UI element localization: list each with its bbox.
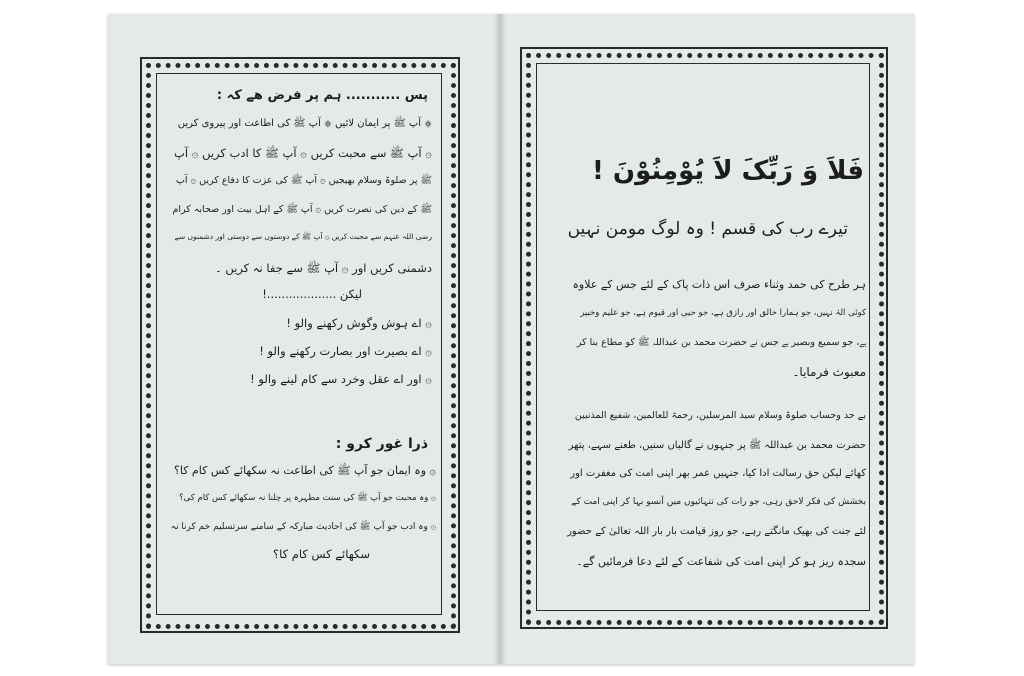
section-heading: ذرا غور کرو : [335, 436, 428, 452]
left-line: ۞ آپ ﷺ پر ایمان لائیں ۞ آپ ﷺ کی اطاعت اور پیروی کریں [177, 118, 432, 129]
bullet-text: اے بصیرت اور بصارت رکھنے والو ! [259, 344, 422, 358]
paragraph-line: بخشش کی فکر لاحق رہی، جو رات کی تنہائیوں میں آنسو بہا کر اپنی امت کے [571, 497, 866, 507]
left-line: ﷺ پر صلوۃ وسلام بھیجیں ۞ آپ ﷺ کی عزت کا دفاع کریں ۞ آپ [175, 175, 432, 186]
bullet-item: ۞ اے ہوش وگوش رکھنے والو ! [286, 316, 432, 330]
paragraph-line: کھائے لیکن حق رسالت ادا کیا، جنہیں عمر بھر اپنی امت کی مغفرت اور [570, 468, 866, 479]
bullet-item: ۞ اور اے عقل وخرد سے کام لینے والو ! [250, 372, 432, 386]
paragraph-line: ہر طرح کی حمد وثناء صرف اس ذات پاک کے لئے جس کے علاوہ [572, 278, 866, 291]
paragraph-line: کوئی الہٰ نہیں، جو ہمارا خالق اور رازق ہے، جو حیی اور قیوم ہے، جو علیم وخبیر [580, 308, 866, 318]
paragraph-line: سجدہ ریز ہو کر اپنی امت کی شفاعت کے لئے دعا فرمائیں گے۔ [576, 555, 866, 568]
paragraph-line: معبوث فرمایا۔ [792, 365, 866, 379]
left-line: ﷺ کے دین کی نصرت کریں ۞ آپ ﷺ کے اہل بیت اور صحابہ کرام [172, 204, 432, 215]
page-title: فَلاَ وَ رَبِّکَ لاَ یُوْمِنُوْنَ ! [591, 156, 864, 186]
left-line: رضی اللہ عنہم سے محبت کریں ۞ آپ ﷺ کے دوستوں سے دوستی اور دشمنوں سے [174, 232, 432, 241]
paragraph-line: بے حد وحساب صلوۃ وسلام سید المرسلین، رحمۃ للعالمین، شفیع المذنبین [574, 410, 866, 421]
right-page [506, 14, 914, 664]
open-book [108, 14, 914, 664]
page-subtitle: تیرے رب کی قسم ! وہ لوگ مومن نہیں [567, 219, 848, 239]
paragraph-line: ہے، جو سمیع وبصیر ہے جس نے حضرت محمد بن عبداللہ ﷺ کو مطاع بنا کر [576, 337, 866, 348]
left-heading: پس ........... ہم پر فرض ھے کہ : [216, 88, 428, 103]
question-line: سکھائے کس کام کا؟ [272, 547, 370, 561]
left-line: دشمنی کریں اور ۞ آپ ﷺ سے جفا نہ کریں ۔ [214, 261, 432, 275]
left-line: ۞ آپ ﷺ سے محبت کریں ۞ آپ ﷺ کا ادب کریں ۞ آپ [174, 146, 432, 160]
left-line: لیکن ...................! [262, 287, 362, 301]
question-line: ۞ وہ محبت جو آپ ﷺ کی سنت مطہرہ پر چلنا نہ سکھائے کس کام کی؟ [179, 493, 436, 503]
question-line: ۞ وہ ایمان جو آپ ﷺ کی اطاعت نہ سکھائے کس کام کا؟ [174, 464, 436, 477]
bullet-text: اور اے عقل وخرد سے کام لینے والو ! [250, 372, 422, 386]
bullet-item: ۞ اے بصیرت اور بصارت رکھنے والو ! [259, 344, 432, 358]
paragraph-line: حضرت محمد بن عبداللہ ﷺ پر جنہوں نے گالیاں سنیں، طعنے سہے، پتھر [568, 440, 866, 451]
question-line: ۞ وہ ادب جو آپ ﷺ کی احادیث مبارکہ کے سامنے سرتسلیم خم کرنا نہ [170, 522, 436, 532]
left-page [108, 14, 500, 664]
paragraph-line: لئے جنت کی بھیک مانگتے رہے، جو روز قیامت بار بار اللہ تعالیٰ کے حضور [567, 526, 866, 537]
bullet-text: اے ہوش وگوش رکھنے والو ! [286, 316, 422, 330]
